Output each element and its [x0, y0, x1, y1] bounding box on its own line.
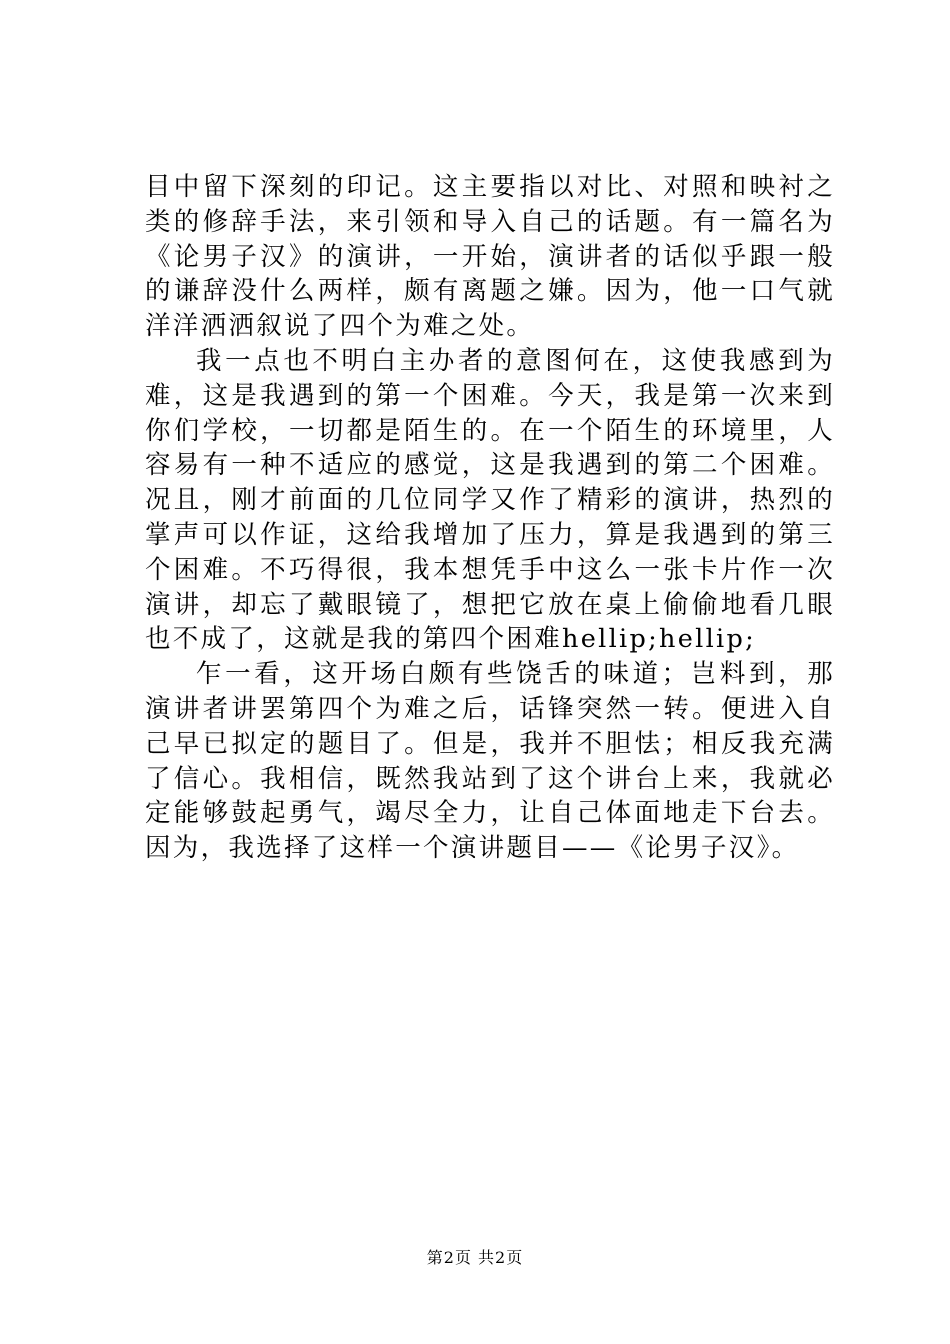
- paragraph-3: 乍一看，这开场白颇有些饶舌的味道；岂料到，那演讲者讲罢第四个为难之后，话锋突然一转。便进入自己早已拟定的题目了。但是，我并不胆怯；相反我充满了信心。我相信，既然我站到了这个讲台上来，我就必定能够鼓起勇气，竭尽全力，让自己体面地走下台去。因为，我选择了这样一个演讲题目——《论男子汉》。: [145, 659, 835, 864]
- paragraph-1: 目中留下深刻的印记。这主要指以对比、对照和映衬之类的修辞手法，来引领和导入自己的话题。有一篇名为《论男子汉》的演讲，一开始，演讲者的话似乎跟一般的谦辞没什么两样，颇有离题之嫌。因为，他一口气就洋洋洒洒叙说了四个为难之处。: [145, 172, 835, 342]
- page-number-footer: 第2页 共2页: [426, 1248, 524, 1267]
- document-body: [145, 170, 835, 866]
- paragraph-2: 我一点也不明白主办者的意图何在，这使我感到为难，这是我遇到的第一个困难。今天，我是第一次来到你们学校，一切都是陌生的。在一个陌生的环境里，人容易有一种不适应的感觉，这是我遇到的第二个困难。况且，刚才前面的几位同学又作了精彩的演讲，热烈的掌声可以作证，这给我增加了压力，算是我遇到的第三个困难。不巧得很，我本想凭手中这么一张卡片作一次演讲，却忘了戴眼镜了，想把它放在桌上偷偷地看几眼也不成了，这就是我的第四个困难hellip;hellip;: [145, 345, 835, 655]
